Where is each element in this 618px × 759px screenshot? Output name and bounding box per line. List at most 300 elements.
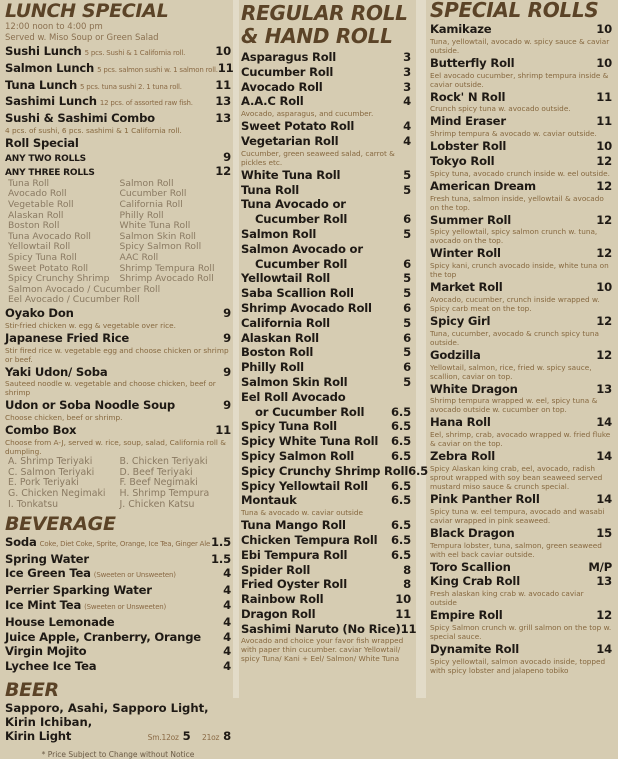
item-price: 12 [596,153,612,168]
item-name-line2: Cucumber Roll [255,212,348,227]
menu-item [241,607,411,622]
item-description: Spicy yellowtail, salmon avocado inside, topped with spicy lobster and jalapeno tobiko [430,656,606,675]
item-price: 3 [403,64,411,79]
item-name-wrap [5,630,201,645]
menu-item [241,419,411,434]
item-name: Tokyo Roll [430,153,495,168]
menu-item [241,271,411,286]
item-description: Spicy Alaskan king crab, eel, avocado, radish sprout wrapped with soy bean seaweed served mustard miso sauce & crunch special. [430,463,603,491]
item-price: 6 [403,300,411,315]
any-two-price: 9 [223,149,231,164]
item-note: 5 pcs. Sushi & 1 California roll. [84,49,186,57]
regular-roll-items [241,50,429,664]
roll-choice: White Tuna Roll [119,220,191,232]
item-price: 12 [596,212,612,227]
item-name: Spider Roll [241,562,311,577]
item-name: Chicken Tempura Roll [241,532,378,547]
menu-item [5,44,231,61]
item-note: 5 pcs. tuna sushi 2. 1 tuna roll. [80,82,182,91]
item-name-wrap [241,479,368,494]
item-name: Empire Roll [430,608,503,623]
item-name-wrap [241,119,354,134]
menu-item [5,365,231,380]
menu-item [241,316,411,331]
item-name-wrap [241,607,315,622]
roll-choice: Tuna Avocado Roll [8,230,91,242]
item-description: Cucumber, green seaweed salad, carrot & pickles etc. [241,148,395,167]
item-name: Vegetarian Roll [241,133,339,148]
item-price: 10 [395,592,411,607]
menu-item [5,111,231,126]
item-price: 11 [215,423,231,438]
item-note: (Sweeten or Unsweeten) [84,603,167,612]
item-name: Alaskan Roll [241,330,319,345]
menu-item [241,345,411,360]
item-description: Choose chicken, beef or shrimp. [5,413,123,423]
item-price: 10 [596,280,612,295]
item-name-wrap [241,50,336,65]
item-name-wrap [430,213,511,228]
item-price: 6.5 [391,448,411,463]
item-name-wrap [241,65,333,80]
beverage-heading: BEVERAGE [5,512,116,535]
roll-choice: Shrimp Tempura Roll [119,262,215,274]
item-name-wrap [430,139,506,154]
item-name: Salmon Skin Roll [241,374,348,389]
combo-option: C. Salmon Teriyaki [8,466,95,478]
item-name-wrap [5,659,96,674]
item-price: 14 [596,449,612,464]
menu-item [241,242,411,257]
item-name: Sashimi Lunch [5,94,97,109]
item-price: 3 [403,79,411,94]
regular-roll-heading: REGULAR ROLL & HAND ROLL [241,1,408,48]
item-price: M/P [588,559,612,574]
item-name-wrap [430,348,481,363]
item-price: 4 [223,598,231,613]
item-name: Avocado Roll [241,79,323,94]
item-price: 4 [223,629,231,644]
item-name: Ice Mint Tea [5,598,82,613]
item-name: Pink Panther Roll [430,491,540,506]
item-name: American Dream [430,178,536,193]
item-name-wrap [241,592,323,607]
roll-choice: Salmon Roll [119,177,174,189]
menu-item [241,227,411,242]
roll-choice: Spicy Salmon Roll [119,241,202,253]
item-name-wrap [241,94,304,109]
combo-option: G. Chicken Negimaki [8,488,106,500]
item-description: Avocado and choice your favor fish wrapped with paper thin cucumber. caviar Yellowtail/ spicy Tuna/ Kani + Eel/ Salmon/ White Tuna [241,636,404,664]
item-name: Spicy White Tuna Roll [241,434,379,449]
item-name: Yellowtail Roll [241,271,331,286]
item-name: Ebi Tempura Roll [241,547,348,562]
beer-heading: BEER [5,679,59,702]
item-price: 12 [596,178,612,193]
item-price: 6.5 [408,463,429,478]
menu-item [241,434,411,449]
item-price: 4 [223,566,231,581]
item-price: 6.5 [391,434,411,449]
item-name-wrap [430,246,501,261]
item-name-wrap [5,44,185,61]
item-price: 6 [403,212,411,227]
item-description: Stir-fried chicken w. egg & vegetable over rice. [5,320,176,330]
menu-item [5,398,231,413]
item-name-wrap [430,154,494,169]
beer-small-size: Sm.12oz [147,733,179,743]
menu-item [430,90,612,105]
item-name-wrap [430,314,490,329]
beer-small-price: 5 [182,729,191,744]
item-name: Combo Box [5,423,77,438]
item-price: 5 [403,315,411,330]
menu-item [241,518,411,533]
item-price: 5 [403,167,411,182]
item-name: Yaki Udon/ Soba [5,364,108,379]
item-name: Shrimp Avocado Roll [241,300,372,315]
item-description: Spicy yellowtail, spicy salmon crunch w. tuna, avocado on the top. [430,227,598,246]
item-price: 4 [223,659,231,674]
menu-item [5,583,231,598]
item-price: 10 [596,55,612,70]
combo-option: D. Beef Teriyaki [119,466,193,478]
item-description: Avocado, cucumber, crunch inside wrapped w. Spicy carb meat on the top. [430,294,600,313]
item-name: Hana Roll [430,415,491,430]
menu-item [430,415,612,430]
item-name-wrap [241,345,313,360]
item-name-wrap [241,80,323,95]
item-note: 12 pcs. of assorted raw fish. [99,99,193,108]
item-name-wrap [241,434,378,449]
item-name-wrap [241,533,377,548]
roll-choice: Boston Roll [8,220,60,232]
item-name-wrap [5,598,166,615]
column-divider [416,0,426,698]
menu-item [241,286,411,301]
beer-large-price: 8 [223,729,231,744]
item-name-wrap [241,197,346,212]
roll-choice: Cucumber Roll [119,188,187,200]
item-price: 11 [596,114,612,129]
item-name-wrap [430,56,514,71]
item-name-wrap [241,577,347,592]
item-description: Shrimp tempura wrapped w. eel, spicy tuna & avocado outside w. cucumber on top. [430,396,598,415]
item-price: 11 [596,89,612,104]
menu-item [430,154,612,169]
item-name: Lychee Ice Tea [5,659,97,674]
item-description: Fresh alaskan king crab w. avocado caviar outside [430,589,584,608]
item-price: 8 [403,577,411,592]
item-name-line2: or Cucumber Roll [255,404,365,419]
item-name-wrap [241,134,338,149]
item-name: A.A.C Roll [241,94,304,109]
item-name-wrap [5,306,74,321]
combo-option: B. Chicken Teriyaki [119,455,208,467]
item-name-wrap [430,114,506,129]
menu-item [241,301,411,316]
item-name-wrap [241,548,347,563]
item-name: Tuna Mango Roll [241,518,346,533]
item-name-wrap [241,375,347,390]
item-name-wrap [5,365,108,380]
menu-item [430,560,612,575]
item-price: 10 [596,139,612,154]
roll-choice: Tuna Roll [8,177,50,189]
menu-item [241,375,411,390]
menu-item [5,566,231,583]
roll-choice: Spicy Crunchy Shrimp [8,273,110,285]
menu-item [5,598,231,615]
menu-item [5,94,231,111]
menu-item [430,449,612,464]
item-name-wrap [5,61,218,78]
item-description: Crunch spicy tuna w. avocado outside. [430,104,571,114]
combo-options [5,457,231,511]
item-price: 3 [403,50,411,64]
item-name-wrap [5,94,193,111]
roll-choice: Alaskan Roll [8,209,64,221]
item-name: Butterfly Roll [430,55,515,70]
combo-option: F. Beef Negimaki [119,477,198,489]
item-name-wrap [430,179,536,194]
beer-brands: Sapporo, Asahi, Sapporo Light, Kirin Ichiban, [5,701,209,730]
item-name: Winter Roll [430,246,501,261]
item-price: 6 [403,330,411,345]
item-name-wrap [5,111,155,126]
combo-option: A. Shrimp Teriyaki [8,455,93,467]
item-description: Stir fired rice w. vegetable egg and choose chicken or shrimp or beef. [5,345,229,364]
menu-item [241,533,411,548]
roll-choices [5,179,231,285]
roll-choice: Eel Avocado / Cucumber Roll [8,294,140,306]
item-price: 6.5 [391,419,411,434]
item-price: 11 [400,621,417,636]
item-name-wrap [5,398,175,413]
item-name-wrap [5,615,114,630]
item-name-wrap [241,518,346,533]
item-price: 12 [596,608,612,623]
item-price: 4 [223,644,231,659]
item-name: Zebra Roll [430,449,495,464]
roll-choices-full [5,285,231,306]
item-price: 11 [395,606,411,621]
menu-item [430,608,612,623]
menu-item [430,139,612,154]
item-name-wrap [5,552,89,567]
menu-item [241,94,411,109]
item-name-wrap [430,642,519,657]
menu-item [430,642,612,657]
item-name: Mind Eraser [430,114,506,129]
item-name: Sashimi Naruto (No Rice) [241,621,401,636]
menu-item [241,50,411,65]
item-name-wrap [430,382,518,397]
item-description: Spicy Salmon crunch w. grill salmon on the top w. special sauce. [430,622,612,641]
item-name-wrap [241,316,330,331]
menu-item [241,479,411,494]
item-name-wrap [430,90,505,105]
item-description: Choose from A-J, served w. rice, soup, salad, California roll & dumpling. [5,437,226,456]
item-price: 5 [403,271,411,286]
item-name: Virgin Mojito [5,644,87,659]
item-name: Tuna Avocado or [241,197,346,212]
item-name-line2: Cucumber Roll [255,256,348,271]
menu-item [241,197,411,212]
item-name: Black Dragon [430,525,515,540]
item-price: 4 [403,133,411,148]
menu-item [430,574,612,589]
item-name: Spicy Girl [430,313,491,328]
item-price: 11 [217,60,234,75]
item-price: 5 [403,286,411,301]
item-price: 9 [223,305,231,320]
menu-item [5,630,231,645]
item-name: Juice Apple, Cranberry, Orange [5,629,201,644]
any-three-rolls [5,165,231,179]
menu-item-cont [241,257,411,272]
item-name: Dynamite Roll [430,641,519,656]
item-name-wrap [241,390,346,405]
item-name-wrap [5,644,86,659]
item-price: 14 [596,641,612,656]
item-name-wrap [241,331,319,346]
item-name: Tuna Lunch [5,77,78,92]
item-name-wrap [5,583,152,598]
menu-item [430,314,612,329]
menu-item [5,331,231,346]
item-price: 5 [403,226,411,241]
menu-item [430,348,612,363]
any-three-label: ANY THREE ROLLS [5,167,95,178]
combo-option: J. Chicken Katsu [119,499,195,511]
item-name: Spicy Salmon Roll [241,448,355,463]
lunch-column [5,0,234,759]
item-price: 9 [223,398,231,413]
item-name-wrap [430,449,495,464]
menu-item [241,119,411,134]
item-name-wrap [241,271,330,286]
roll-choice: Shrimp Avocado Roll [119,273,214,285]
item-name: White Dragon [430,381,518,396]
menu-item [5,615,231,630]
menu-item [241,183,411,198]
item-name: Oyako Don [5,305,74,320]
item-description: Shrimp tempura & avocado w. caviar outside. [430,129,597,139]
item-name-wrap [430,22,491,37]
item-name-wrap [241,419,337,434]
menu-item [430,526,612,541]
item-description: Eel, shrimp, crab, avocado wrapped w. fried fluke & caviar on the top. [430,430,611,449]
any-three-price: 12 [215,163,231,178]
item-name-wrap [430,415,491,430]
combo-option: I. Tonkatsu [8,499,59,511]
item-description: Tempura lobster, tuna, salmon, green seaweed with eel back caviar outside. [430,540,602,559]
item-name-wrap [241,301,372,316]
item-name: Ice Green Tea [5,566,91,581]
menu-item [430,492,612,507]
item-name: Saba Scallion Roll [241,286,354,301]
item-price: 10 [215,44,231,58]
item-price: 13 [215,111,231,126]
roll-choice: Yellowtail Roll [8,241,71,253]
lunch-special-heading: LUNCH SPECIAL [5,0,169,22]
item-name-wrap [241,563,310,578]
item-name: Rainbow Roll [241,592,324,607]
menu-item [241,563,411,578]
item-name-wrap [241,286,354,301]
menu-item [241,168,411,183]
item-name-wrap [241,168,340,183]
menu-item-cont [241,212,411,227]
item-name-wrap [241,360,304,375]
item-price: 5 [403,182,411,197]
any-two-rolls [5,151,231,165]
item-description: Tuna, cucumber, avocado & crunch spicy tuna outside. [430,328,599,347]
roll-choice: Salmon Avocado / Cucumber Roll [8,283,161,295]
item-description: Avocado, asparagus, and cucumber. [241,109,374,119]
item-name-wrap [241,449,354,464]
special-rolls-heading: SPECIAL ROLLS [430,0,599,22]
item-name-wrap [430,560,511,575]
item-price: 13 [596,574,612,589]
roll-choice: Avocado Roll [8,188,67,200]
item-name: California Roll [241,315,330,330]
roll-choice: Philly Roll [119,209,164,221]
item-description: Yellowtail, salmon, rice, fried w. spicy sauce, scallion, caviar on top. [430,362,592,381]
roll-special-heading [5,136,231,151]
menu-item [5,644,231,659]
item-price: 13 [215,94,231,109]
item-name: Summer Roll [430,212,512,227]
menu-item [430,22,612,37]
item-price: 4 [403,94,411,109]
item-name: Philly Roll [241,360,304,375]
item-price: 6.5 [391,404,411,419]
item-name: Montauk [241,493,297,508]
special-rolls-column [430,0,612,698]
item-price: 1.5 [211,551,231,566]
item-description: Spicy tuna, avocado crunch inside w. eel outside. [430,168,610,178]
menu-item [430,179,612,194]
item-price: 12 [596,246,612,261]
price-disclaimer: * Price Subject to Change without Notice [41,749,195,759]
item-name: Cucumber Roll [241,64,334,79]
item-price: 14 [596,415,612,430]
item-name: Boston Roll [241,345,314,360]
item-name-wrap [241,183,299,198]
roll-choice: Vegetable Roll [8,198,74,210]
item-name: Fried Oyster Roll [241,577,347,592]
roll-choice: Sweet Potato Roll [8,262,89,274]
item-price: 10 [596,22,612,36]
item-price: 13 [596,381,612,396]
item-description: Spicy kani, crunch avocado inside, white tuna on the top [430,261,609,280]
menu-item [241,80,411,95]
item-description: Fresh tuna, salmon inside, yellowtail & avocado on the top. [430,193,604,212]
menu-item [430,280,612,295]
menu-item [241,463,429,479]
item-name: Salmon Roll [241,226,317,241]
combo-option: E. Pork Teriyaki [8,477,79,489]
item-note: 5 pcs. salmon sushi w. 1 salmon roll. [97,65,218,74]
beer-kirin-light [5,729,231,746]
roll-special-title: Roll Special [5,135,79,150]
any-two-label: ANY TWO ROLLS [5,153,86,164]
item-name: Sushi Lunch [5,44,82,58]
item-price: 5 [403,345,411,360]
item-price: 8 [403,562,411,577]
